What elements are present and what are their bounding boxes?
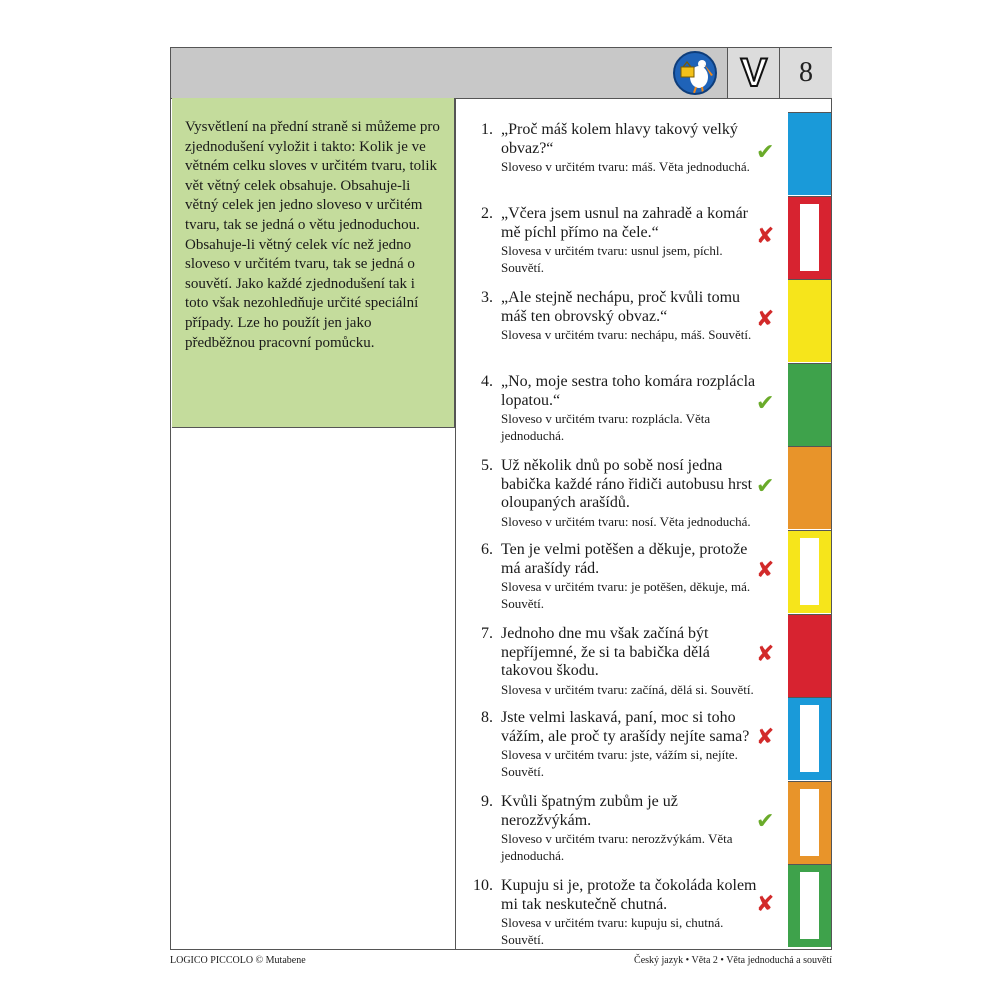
section-letter: V (740, 51, 768, 95)
exercise-number: 1. (481, 121, 493, 138)
check-mark-icon: ✔ (756, 140, 775, 165)
stork-with-bundle-icon (673, 51, 717, 95)
exercise-number: 5. (481, 457, 493, 474)
cross-mark-icon: ✘ (756, 725, 775, 751)
exercise-body (501, 373, 761, 444)
exercise-solution-note: Slovesa v určitém tvaru: nechápu, máš. Souvětí. (501, 327, 752, 342)
cross-mark-icon: ✘ (756, 223, 775, 249)
color-tab (788, 363, 831, 446)
check-mark-icon: ✔ (756, 390, 775, 416)
explanation-box (172, 98, 455, 428)
worksheet-page (170, 47, 832, 950)
color-tab (788, 112, 831, 195)
exercise-solution-note: Slovesa v určitém tvaru: jste, vážím si, nejíte. Souvětí. (501, 747, 738, 779)
exercise-sentence: „No, moje sestra toho komára rozplácla lopatou.“ (501, 373, 756, 409)
color-tab-window (800, 538, 819, 605)
exercise-solution-note: Sloveso v určitém tvaru: rozplácla. Věta jednoduchá. (501, 411, 711, 443)
exercise-sentence: Ten je velmi potěšen a děkuje, protože má arašídy rád. (501, 541, 748, 577)
check-mark-icon: ✔ (756, 474, 775, 500)
exercise-solution-note: Slovesa v určitém tvaru: je potěšen, děkuje, má. Souvětí. (501, 579, 751, 611)
color-tab-window (800, 789, 819, 856)
footer-publisher: LOGICO PICCOLO © Mutabene (170, 955, 306, 966)
exercise-sentence: „Proč máš kolem hlavy takový velký obvaz?“ (501, 121, 738, 157)
exercise-number: 10. (473, 877, 493, 894)
explanation-text: Vysvětlení na přední straně si můžeme pro zjednodušení vyložit i takto: Kolik je ve větném celku sloves v určitém tvaru, tolik vět větný celek obsahuje. Obsahuje-li větný celek jen jedno sloveso v určitém tvaru, tak se jedná o větu jednoduchou. Obsahuje-li větný celek víc než jedno sloveso v určitém tvaru, tak se jedná o souvětí. Jako každé zjednodušení tak i toto však nezohledňuje určité speciální případy. Lze ho použít jen jako předběžnou pracovní pomůcku. (185, 119, 440, 351)
exercise-body (501, 289, 761, 343)
exercise-body (501, 541, 761, 612)
exercise-number: 8. (481, 709, 493, 726)
color-tab-window (800, 204, 819, 271)
page-header (171, 48, 831, 99)
exercise-sentence: Kupuju si je, protože ta čokoláda kolem mi tak neskutečně chutná. (501, 877, 757, 913)
exercise-sentence: Jste velmi laskavá, paní, moc si toho vážím, ale proč ty arašídy nejíte sama? (501, 709, 750, 745)
color-tab-window (800, 872, 819, 939)
exercise-number: 2. (481, 205, 493, 222)
exercise-sentence: Už několik dnů po sobě nosí jedna babička každé ráno řidiči autobusu hrst oloupaných arašídů. (501, 457, 753, 511)
color-tab (788, 614, 831, 697)
color-tab (788, 446, 831, 529)
section-letter-box (727, 48, 780, 98)
exercise-body (501, 625, 761, 698)
color-tab (788, 781, 831, 864)
color-tab (788, 864, 831, 947)
exercise-number: 9. (481, 793, 493, 810)
exercise-body (501, 709, 761, 780)
exercise-body (501, 121, 761, 175)
exercise-number: 6. (481, 541, 493, 558)
color-tab-window (800, 705, 819, 772)
exercise-body (501, 793, 761, 864)
exercise-solution-note: Sloveso v určitém tvaru: máš. Věta jednoduchá. (501, 159, 750, 174)
exercise-sentence: „Včera jsem usnul na zahradě a komár mě píchl přímo na čele.“ (501, 205, 748, 241)
exercise-solution-note: Slovesa v určitém tvaru: začíná, dělá si. Souvětí. (501, 681, 754, 697)
color-tab (788, 196, 831, 279)
exercise-solution-note: Slovesa v určitém tvaru: usnul jsem, píchl. Souvětí. (501, 243, 723, 275)
page-number: 8 (799, 57, 813, 88)
exercise-sentence: Kvůli špatným zubům je už nerozžvýkám. (501, 793, 678, 829)
check-mark-icon: ✔ (756, 808, 775, 834)
cross-mark-icon: ✘ (756, 641, 775, 667)
exercise-number: 3. (481, 289, 493, 306)
color-tab (788, 697, 831, 780)
page-number-box (779, 48, 832, 98)
cross-mark-icon: ✘ (756, 307, 775, 333)
cross-mark-icon: ✘ (756, 558, 775, 583)
exercise-number: 4. (481, 373, 493, 390)
cross-mark-icon: ✘ (756, 892, 775, 918)
exercise-sentence: Jednoho dne mu však začíná být nepříjemné, že si ta babička dělá takovou škodu. (501, 625, 710, 679)
exercise-body (501, 877, 761, 948)
exercise-number: 7. (481, 625, 493, 642)
exercise-solution-note: Slovesa v určitém tvaru: kupuju si, chutná. Souvětí. (501, 915, 724, 947)
color-tab (788, 530, 831, 613)
exercise-body (501, 205, 761, 276)
color-tab (788, 279, 831, 362)
exercise-solution-note: Sloveso v určitém tvaru: nosí. Věta jednoduchá. (501, 513, 751, 529)
exercise-solution-note: Sloveso v určitém tvaru: nerozžvýkám. Věta jednoduchá. (501, 831, 733, 863)
exercise-sentence: „Ale stejně nechápu, proč kvůli tomu máš ten obrovský obvaz.“ (501, 289, 741, 325)
footer-subject: Český jazyk • Věta 2 • Věta jednoduchá a souvětí (634, 955, 832, 966)
column-divider (455, 98, 456, 950)
exercise-body (501, 457, 761, 530)
